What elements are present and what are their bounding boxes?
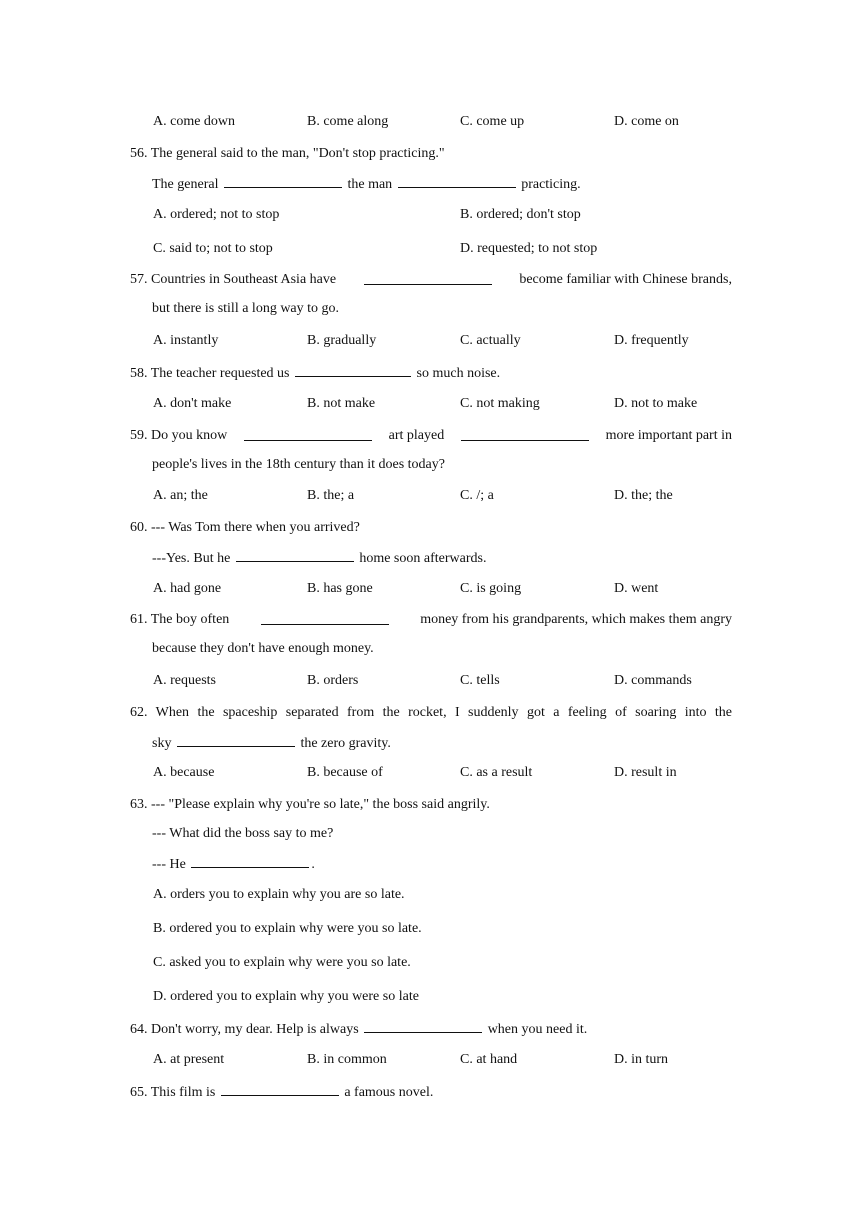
- answer-blank: [461, 427, 589, 441]
- q64-stem-before: 64. Don't worry, my dear. Help is always: [130, 1022, 359, 1037]
- q56-option-a: A. ordered; not to stop: [153, 207, 280, 222]
- answer-blank: [364, 1019, 482, 1033]
- q63-line3-before: --- He: [152, 857, 186, 872]
- q60-line2: [152, 548, 486, 566]
- q57-stem-before: 57. Countries in Southeast Asia have: [130, 272, 337, 287]
- q60-option-b: B. has gone: [307, 581, 373, 596]
- q55-option-a: A. come down: [153, 114, 236, 129]
- q58-option-a: A. don't make: [153, 396, 232, 411]
- q63-option-b: B. ordered you to explain why were you so late.: [153, 921, 422, 936]
- q56-text-1: The general: [152, 177, 219, 192]
- q62-option-b: B. because of: [307, 765, 383, 780]
- q60-stem: 60. --- Was Tom there when you arrived?: [130, 520, 360, 535]
- q61-stem-after: money from his grandparents, which makes them angry: [420, 612, 732, 627]
- q60-option-d: D. went: [614, 581, 659, 596]
- q58-option-d: D. not to make: [614, 396, 698, 411]
- q55-option-b: B. come along: [307, 114, 389, 129]
- q60-option-c: C. is going: [460, 581, 522, 596]
- q57-option-c: C. actually: [460, 333, 521, 348]
- q60-line2-before: ---Yes. But he: [152, 551, 231, 566]
- q58-option-c: C. not making: [460, 396, 540, 411]
- q63-line3-after: .: [311, 857, 315, 872]
- q64-stem: [130, 1019, 732, 1037]
- q59-option-b: B. the; a: [307, 488, 355, 503]
- q57-option-d: D. frequently: [614, 333, 689, 348]
- answer-blank: [177, 733, 295, 747]
- q61-stem-before: 61. The boy often: [130, 612, 230, 627]
- q59-option-a: A. an; the: [153, 488, 208, 503]
- q59-text-1: 59. Do you know: [130, 428, 228, 443]
- q57-option-b: B. gradually: [307, 333, 377, 348]
- q65-stem-before: 65. This film is: [130, 1085, 216, 1100]
- answer-blank: [398, 174, 516, 188]
- q61-stem: [130, 611, 732, 629]
- q63-option-a: A. orders you to explain why you are so late.: [153, 887, 405, 902]
- q56-line2: [152, 174, 581, 192]
- q56-stem: 56. The general said to the man, "Don't stop practicing.": [130, 146, 445, 161]
- q59-stem: [130, 427, 732, 445]
- q61-option-a: A. requests: [153, 673, 216, 688]
- q55-option-d: D. come on: [614, 114, 679, 129]
- q60-line2-after: home soon afterwards.: [359, 551, 487, 566]
- answer-blank: [236, 548, 354, 562]
- q59-text-3: more important part in: [605, 428, 732, 443]
- q59-line2: people's lives in the 18th century than it does today?: [152, 457, 445, 472]
- answer-blank: [224, 174, 342, 188]
- q63-option-d: D. ordered you to explain why you were so late: [153, 989, 419, 1004]
- q58-option-b: B. not make: [307, 396, 376, 411]
- q56-option-c: C. said to; not to stop: [153, 241, 273, 256]
- answer-blank: [244, 427, 372, 441]
- q60-option-a: A. had gone: [153, 581, 222, 596]
- q58-stem-after: so much noise.: [416, 366, 501, 381]
- q59-option-c: C. /; a: [460, 488, 494, 503]
- q62-option-c: C. as a result: [460, 765, 533, 780]
- q55-option-c: C. come up: [460, 114, 525, 129]
- q64-option-b: B. in common: [307, 1052, 387, 1067]
- q63-line2: --- What did the boss say to me?: [152, 826, 334, 841]
- q61-line2: because they don't have enough money.: [152, 641, 374, 656]
- q62-line2: [152, 733, 391, 751]
- q62-line2-after: the zero gravity.: [300, 736, 391, 751]
- q63-option-c: C. asked you to explain why were you so late.: [153, 955, 411, 970]
- q56-option-b: B. ordered; don't stop: [460, 207, 581, 222]
- q64-option-a: A. at present: [153, 1052, 225, 1067]
- q64-stem-after: when you need it.: [487, 1022, 588, 1037]
- q59-text-2: art played: [388, 428, 445, 443]
- q59-option-d: D. the; the: [614, 488, 673, 503]
- q63-line3: [152, 854, 315, 872]
- q61-option-c: C. tells: [460, 673, 500, 688]
- q57-option-a: A. instantly: [153, 333, 219, 348]
- q57-stem: [130, 271, 732, 289]
- q62-option-a: A. because: [153, 765, 215, 780]
- q61-option-d: D. commands: [614, 673, 692, 688]
- q65-stem-after: a famous novel.: [344, 1085, 434, 1100]
- answer-blank: [191, 854, 309, 868]
- q61-option-b: B. orders: [307, 673, 359, 688]
- q64-option-d: D. in turn: [614, 1052, 669, 1067]
- q64-option-c: C. at hand: [460, 1052, 518, 1067]
- q58-stem-before: 58. The teacher requested us: [130, 366, 290, 381]
- answer-blank: [295, 363, 411, 377]
- q56-text-2: the man: [347, 177, 393, 192]
- q62-stem: 62. When the spaceship separated from the rocket, I suddenly got a feeling of soaring into the: [130, 705, 732, 720]
- q63-stem: 63. --- "Please explain why you're so late," the boss said angrily.: [130, 797, 490, 812]
- q62-line2-before: sky: [152, 736, 172, 751]
- q57-stem-after: become familiar with Chinese brands,: [519, 272, 732, 287]
- q65-stem: [130, 1082, 732, 1100]
- q56-option-d: D. requested; to not stop: [460, 241, 598, 256]
- answer-blank: [221, 1082, 339, 1096]
- q57-line2: but there is still a long way to go.: [152, 301, 340, 316]
- answer-blank: [261, 611, 389, 625]
- q58-stem: [130, 363, 732, 381]
- answer-blank: [364, 271, 492, 285]
- q62-option-d: D. result in: [614, 765, 677, 780]
- q56-text-3: practicing.: [521, 177, 581, 192]
